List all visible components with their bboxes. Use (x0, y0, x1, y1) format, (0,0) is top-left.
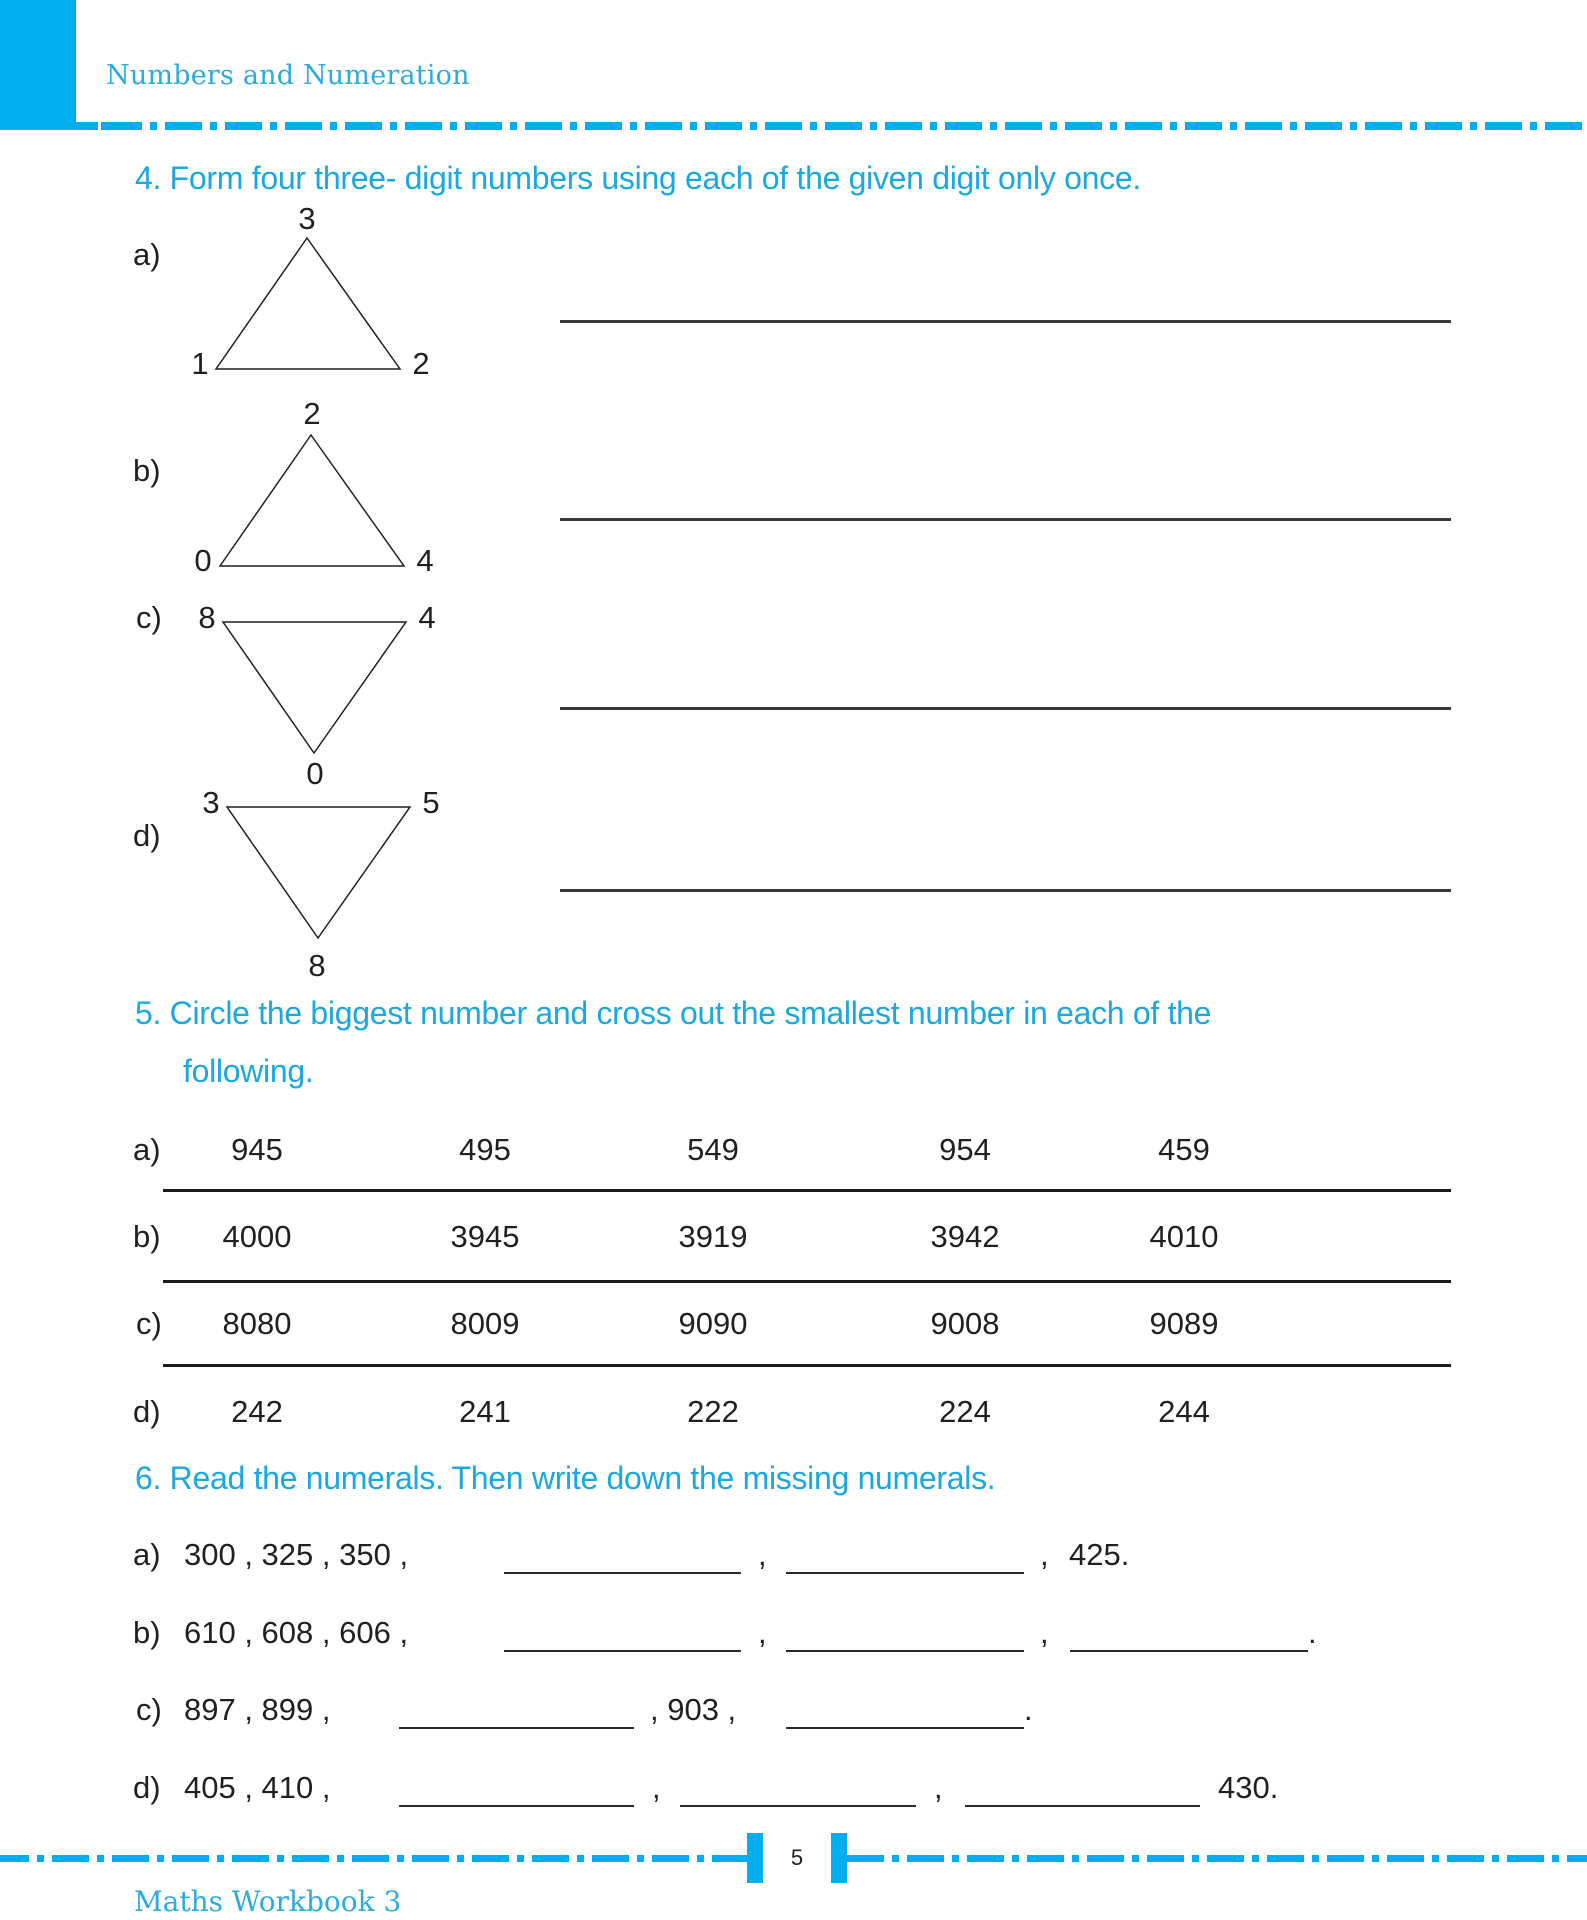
q5-number[interactable]: 9008 (930, 1306, 1000, 1341)
question-5-heading-line2: following. (183, 1053, 314, 1089)
q6-row-a-end: 425. (1069, 1537, 1130, 1572)
q5-number[interactable]: 4010 (1149, 1219, 1219, 1254)
triangle-b-right-digit: 4 (416, 543, 434, 578)
q5-number[interactable]: 3919 (678, 1219, 748, 1254)
q6-row-d-sep: , (652, 1770, 661, 1805)
triangle-c (223, 622, 406, 753)
q5-number[interactable]: 8009 (450, 1306, 520, 1341)
q5-number[interactable]: 3945 (450, 1219, 520, 1254)
q5-number[interactable]: 3942 (930, 1219, 1000, 1254)
q5-number[interactable]: 241 (459, 1394, 511, 1429)
triangle-d-right-digit: 5 (422, 785, 440, 820)
q6-row-c-end: . (1024, 1692, 1033, 1727)
triangle-d (227, 807, 410, 938)
chapter-title: Numbers and Numeration (106, 60, 470, 91)
footer-dashed-rule-right (847, 1855, 1587, 1862)
q6-row-c-blank-1[interactable] (399, 1727, 634, 1729)
q6-row-a-given: 300 , 325 , 350 , (184, 1537, 409, 1572)
q4-answer-line-d[interactable] (560, 889, 1451, 892)
q6-row-d-blank-3[interactable] (965, 1805, 1200, 1807)
page-number: 5 (790, 1845, 804, 1870)
q6-row-b-sep: , (758, 1615, 767, 1650)
q6-row-b-given: 610 , 608 , 606 , (184, 1615, 409, 1650)
q6-row-d-end: 430. (1218, 1770, 1279, 1805)
q6-row-c-given: 897 , 899 , (184, 1692, 331, 1727)
header-accent-join (76, 122, 98, 130)
q6-row-b-sep: , (1040, 1615, 1049, 1650)
book-title: Maths Workbook 3 (134, 1885, 402, 1918)
triangle-c-right-digit: 4 (418, 600, 436, 635)
q6-row-b-blank-1[interactable] (504, 1650, 741, 1652)
q5-number[interactable]: 4000 (222, 1219, 292, 1254)
q6-row-b-blank-2[interactable] (786, 1650, 1024, 1652)
triangle-c-left-digit: 8 (198, 600, 216, 635)
q6-row-a-sep: , (1040, 1537, 1049, 1572)
triangle-b-left-digit: 0 (194, 543, 212, 578)
q5-number[interactable]: 242 (231, 1394, 283, 1429)
q5-row-c-label: c) (136, 1306, 162, 1341)
q4-answer-line-a[interactable] (560, 320, 1451, 323)
q5-number[interactable]: 9089 (1149, 1306, 1219, 1341)
q4-item-a-label: a) (133, 237, 161, 272)
q6-row-a-sep: , (758, 1537, 767, 1572)
question-4-heading: 4. Form four three- digit numbers using each of the given digit only once. (135, 160, 1141, 196)
q6-row-a-label: a) (133, 1537, 161, 1572)
q4-item-c-label: c) (136, 600, 162, 635)
header-dashed-rule (98, 122, 1587, 130)
q6-row-b-blank-3[interactable] (1070, 1650, 1308, 1652)
question-6-heading: 6. Read the numerals. Then write down the missing numerals. (135, 1460, 996, 1496)
q5-number[interactable]: 549 (687, 1132, 739, 1167)
q5-number[interactable]: 244 (1158, 1394, 1210, 1429)
q6-row-d-label: d) (133, 1770, 161, 1805)
q5-number[interactable]: 495 (459, 1132, 511, 1167)
triangle-a (216, 238, 400, 369)
q5-number[interactable]: 459 (1158, 1132, 1210, 1167)
q4-answer-line-c[interactable] (560, 707, 1451, 710)
q5-row-d-label: d) (133, 1394, 161, 1429)
q4-item-b-label: b) (133, 453, 161, 488)
triangle-b-top-digit: 2 (303, 396, 321, 431)
q6-row-c-mid: , 903 , (650, 1692, 737, 1727)
q5-number[interactable]: 222 (687, 1394, 739, 1429)
page-number-bracket-right (831, 1833, 847, 1883)
q5-number[interactable]: 945 (231, 1132, 283, 1167)
triangle-a-right-digit: 2 (412, 346, 430, 381)
triangle-a-left-digit: 1 (191, 346, 209, 381)
header-accent-block (0, 0, 76, 130)
q5-row-divider (163, 1364, 1451, 1367)
q6-row-d-given: 405 , 410 , (184, 1770, 331, 1805)
page-number-bracket-left (747, 1833, 763, 1883)
triangle-d-left-digit: 3 (202, 785, 220, 820)
triangle-c-bottom-digit: 0 (306, 756, 324, 791)
question-5-heading-line1: 5. Circle the biggest number and cross out the smallest number in each of the (135, 995, 1212, 1031)
q5-number[interactable]: 224 (939, 1394, 991, 1429)
q5-row-b-label: b) (133, 1219, 161, 1254)
q5-number[interactable]: 8080 (222, 1306, 292, 1341)
q5-row-divider (163, 1280, 1451, 1283)
q6-row-b-end: . (1308, 1615, 1317, 1650)
triangle-b (220, 435, 404, 566)
triangle-a-top-digit: 3 (298, 201, 316, 236)
q6-row-a-blank-2[interactable] (786, 1572, 1024, 1574)
q6-row-a-blank-1[interactable] (504, 1572, 741, 1574)
q6-row-b-label: b) (133, 1615, 161, 1650)
q6-row-c-blank-2[interactable] (786, 1727, 1024, 1729)
q5-row-a-label: a) (133, 1132, 161, 1167)
q6-row-d-blank-2[interactable] (680, 1805, 916, 1807)
q5-number[interactable]: 954 (939, 1132, 991, 1167)
triangle-d-bottom-digit: 8 (308, 948, 326, 983)
q5-number[interactable]: 9090 (678, 1306, 748, 1341)
q5-row-divider (163, 1189, 1451, 1192)
q6-row-d-blank-1[interactable] (399, 1805, 634, 1807)
footer-dashed-rule-left (0, 1855, 747, 1862)
q6-row-c-label: c) (136, 1692, 162, 1727)
q4-answer-line-b[interactable] (560, 518, 1451, 521)
q6-row-d-sep: , (934, 1770, 943, 1805)
q4-item-d-label: d) (133, 818, 161, 853)
